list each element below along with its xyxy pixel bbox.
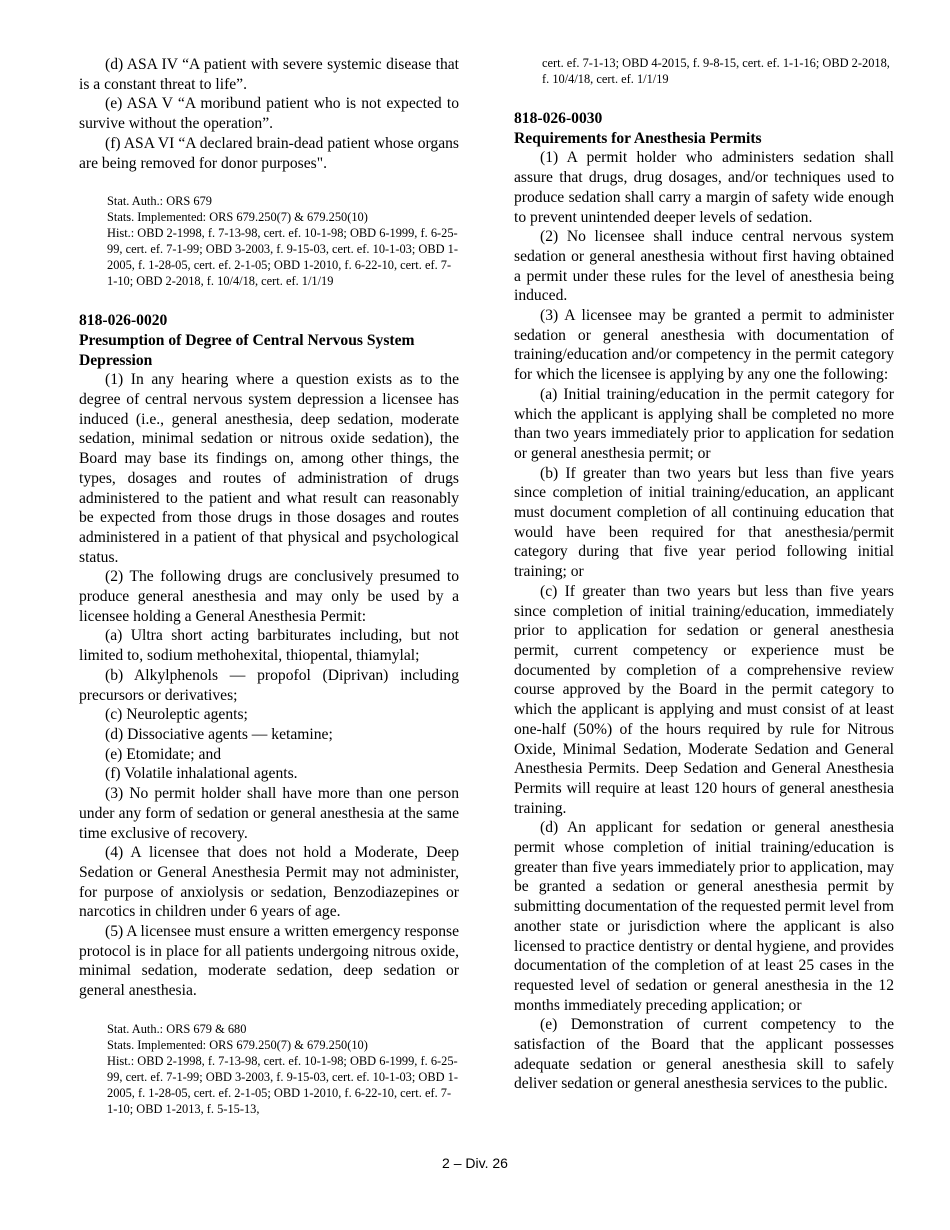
paragraph: (e) Demonstration of current competency to the satisfaction of the Board that the applicant possesses adequate sedation or general anesthesia skill to safely deliver sedation or general anesthesia services to the public. <box>514 1016 894 1093</box>
history-block-2 <box>79 1021 459 1117</box>
paragraph: (3) A licensee may be granted a permit to administer sedation or general anesthesia with documentation of training/education and/or competency in the permit category for which the licensee is applying by any one the following: <box>514 307 894 384</box>
paragraph: (5) A licensee must ensure a written emergency response protocol is in place for all patients undergoing nitrous oxide, minimal sedation, moderate sedation, deep sedation or general anesthesia. <box>79 923 459 1000</box>
stats-implemented: Stats. Implemented: ORS 679.250(7) & 679.250(10) <box>107 1037 368 1052</box>
asa-item-v: (e) ASA V “A moribund patient who is not expected to survive without the operation”. <box>79 95 459 133</box>
paragraph: (4) A licensee that does not hold a Moderate, Deep Sedation or General Anesthesia Permit may not administer, for purpose of anxiolysis or sedation, Benzodiazepines or narcotics in children under 6 years of age. <box>79 844 459 921</box>
paragraph: (2) No licensee shall induce central nervous system sedation or general anesthesia without first having obtained a permit under these rules for the level of anesthesia being induced. <box>514 228 894 305</box>
paragraph: (d) Dissociative agents — ketamine; <box>105 725 333 743</box>
right-column <box>514 55 894 1094</box>
history-block-1 <box>79 193 459 289</box>
asa-item-vi: (f) ASA VI “A declared brain-dead patient whose organs are being removed for donor purposes". <box>79 134 459 172</box>
paragraph: (a) Ultra short acting barbiturates including, but not limited to, sodium methohexital, thiopental, thiamylal; <box>79 627 459 665</box>
stats-implemented: Stats. Implemented: ORS 679.250(7) & 679.250(10) <box>107 210 368 225</box>
stat-auth: Stat. Auth.: ORS 679 <box>107 194 212 209</box>
page-footer: 2 – Div. 26 <box>442 1155 508 1171</box>
paragraph: (a) Initial training/education in the permit category for which the applicant is applying shall be completed no more than two years immediately prior to application for sedation or general anesthesia permit; or <box>514 385 894 462</box>
history-note: Hist.: OBD 2-1998, f. 7-13-98, cert. ef. 10-1-98; OBD 6-1999, f. 6-25-99, cert. ef. 7-1-99; OBD 3-2003, f. 9-15-03, cert. ef. 10-1-03; OBD 1-2005, f. 1-28-05, cert. ef. 2-1-05; OBD 1-2010, f. 6-22-10, cert. ef. 7-1-10; OBD 2-2018, f. 10/4/18, cert. ef. 1/1/19 <box>107 226 458 289</box>
history-note: Hist.: OBD 2-1998, f. 7-13-98, cert. ef. 10-1-98; OBD 6-1999, f. 6-25-99, cert. ef. 7-1-99; OBD 3-2003, f. 9-15-03, cert. ef. 10-1-03; OBD 1-2005, f. 1-28-05, cert. ef. 2-1-05; OBD 1-2010, f. 6-22-10, cert. ef. 7-1-10; OBD 1-2013, f. 5-15-13, <box>107 1053 458 1116</box>
paragraph: (b) If greater than two years but less than five years since completion of initial training/education, an applicant must document completion of all continuing education that would have been required for that anesthesia/permit category during that five year period following initial training; or <box>514 464 894 581</box>
paragraph: (f) Volatile inhalational agents. <box>105 765 298 783</box>
paragraph: (c) If greater than two years but less than five years since completion of initial training/education, immediately prior to application for sedation or general anesthesia permit, current competency or experience must be documented by completion of a comprehensive review course approved by the Board in the permit category to which the applicant is applying and must consist of at least one-half (50%) of the hours required by rule for Nitrous Oxide, Minimal Sedation, Moderate Sedation and General Anesthesia Permits. Deep Sedation and General Anesthesia Permits will require at least 120 hours of general anesthesia training. <box>514 582 894 817</box>
left-column <box>79 55 459 1117</box>
section-title: Requirements for Anesthesia Permits <box>514 129 762 147</box>
paragraph: (1) A permit holder who administers sedation shall assure that drugs, drug dosages, and/or techniques used to produce sedation shall carry a margin of safety wide enough to prevent unintended deeper levels of sedation. <box>514 149 894 226</box>
history-continued-block <box>514 55 894 87</box>
paragraph: (b) Alkylphenols — propofol (Diprivan) including precursors or derivatives; <box>79 666 459 704</box>
paragraph: (1) In any hearing where a question exists as to the degree of central nervous system depression a licensee has induced (i.e., general anesthesia, deep sedation, moderate sedation, minimal sedation or nitrous oxide sedation), the Board may base its findings on, among other things, the types, dosages and routes of administration of drugs administered to the patient and what result can reasonably be expected from those drugs in those dosages and routes administered in a patient of that physical and psychological status. <box>79 371 459 566</box>
section-number: 818-026-0030 <box>514 110 603 127</box>
paragraph: (2) The following drugs are conclusively presumed to produce general anesthesia and may only be used by a licensee holding a General Anesthesia Permit: <box>79 568 459 625</box>
asa-item-iv: (d) ASA IV “A patient with severe systemic disease that is a constant threat to life”. <box>79 56 459 93</box>
stat-auth: Stat. Auth.: ORS 679 & 680 <box>107 1021 247 1036</box>
history-note-continued: cert. ef. 7-1-13; OBD 4-2015, f. 9-8-15, cert. ef. 1-1-16; OBD 2-2018, f. 10/4/18, cert. ef. 1/1/19 <box>542 56 890 86</box>
paragraph: (c) Neuroleptic agents; <box>105 706 248 724</box>
section-title: Presumption of Degree of Central Nervous System Depression <box>79 331 415 369</box>
paragraph: (3) No permit holder shall have more than one person under any form of sedation or general anesthesia at the same time exclusive of recovery. <box>79 785 459 842</box>
paragraph: (e) Etomidate; and <box>105 745 222 763</box>
section-number: 818-026-0020 <box>79 312 168 330</box>
paragraph: (d) An applicant for sedation or general anesthesia permit whose completion of initial training/education is greater than five years immediately prior to application, may be granted a sedation or general anesthesia permit by submitting documentation of the requested permit level from another state or jurisdiction where the applicant is also licensed to practice dentistry or dental hygiene, and provides documentation of the completion of at least 25 cases in the requested level of sedation or general anesthesia in the 12 months immediately preceding application; or <box>514 819 894 1014</box>
